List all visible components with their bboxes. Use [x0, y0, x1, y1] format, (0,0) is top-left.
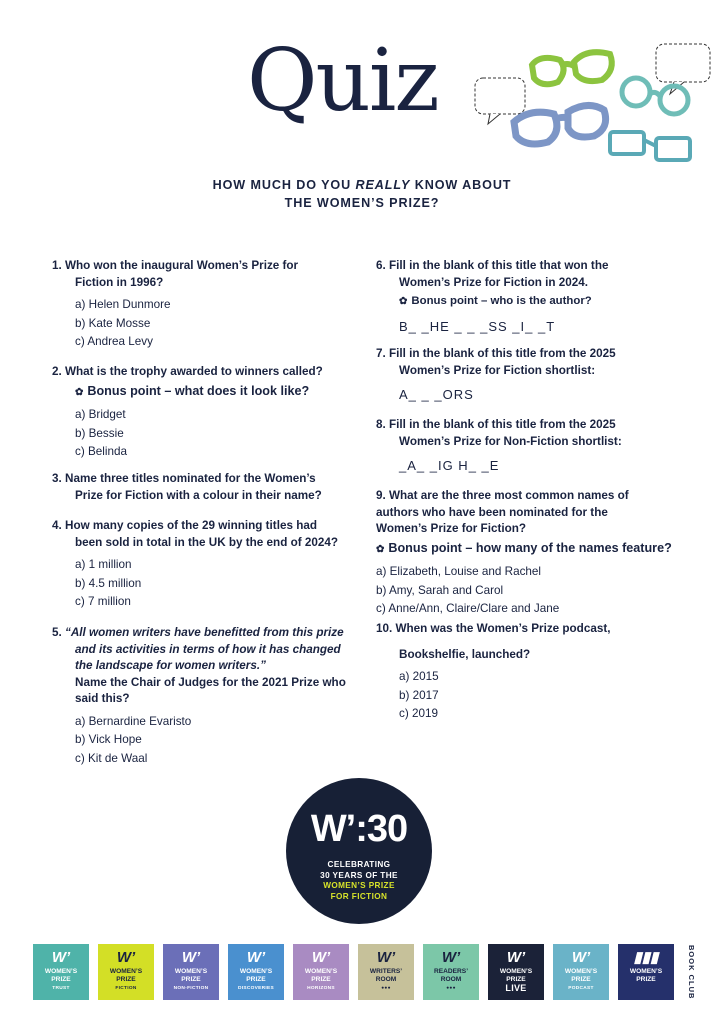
flower-icon: ✿: [376, 543, 385, 555]
badge-line: 30 YEARS OF THE: [320, 870, 398, 880]
option-c: c) 2019: [399, 707, 438, 721]
option-c: c) Anne/Ann, Claire/Clare and Jane: [376, 602, 560, 616]
logo-tile-book-club[interactable]: ▮▮▮ WOMEN’S PRIZE: [618, 944, 674, 1000]
green-glasses-icon: [532, 52, 612, 84]
w-logo-icon: W’: [506, 949, 526, 966]
page-subtitle: HOW MUCH DO YOU REALLY KNOW ABOUT THE WOMEN’S PRIZE?: [212, 178, 512, 210]
question-1: 1. Who won the inaugural Women’s Prize for Fiction in 1996? a) Helen Dunmore b) Kate Mosse c) Andrea Levy: [52, 258, 352, 352]
question-7: 7. Fill in the blank of this title from the 2025 Women’s Prize for Fiction shortlist: A_ _ _ORS: [376, 346, 686, 404]
glasses-illustration: [470, 40, 716, 170]
w-logo-icon: W’: [116, 949, 136, 966]
logo-tile-readers-room[interactable]: W’ READERS’ ROOM ●●●: [423, 944, 479, 1000]
w-logo-icon: W’: [246, 949, 266, 966]
logo-tile-horizons[interactable]: W’ WOMEN’S PRIZE HORIZONS: [293, 944, 349, 1000]
logo-tile-podcast[interactable]: W’ WOMEN’S PRIZE PODCAST: [553, 944, 609, 1000]
badge-line: WOMEN’S PRIZE: [323, 881, 395, 890]
w-logo-icon: W’: [441, 949, 461, 966]
option-c: c) Andrea Levy: [75, 335, 153, 349]
logo-tile-trust[interactable]: W’ WOMEN’S PRIZE TRUST: [33, 944, 89, 1000]
option-a: a) Helen Dunmore: [75, 298, 171, 311]
option-c: c) Belinda: [75, 445, 127, 459]
logo-tile-discoveries[interactable]: W’ WOMEN’S PRIZE DISCOVERIES: [228, 944, 284, 1000]
flower-icon: ✿: [399, 296, 408, 307]
w-logo-icon: W’: [51, 949, 71, 966]
option-c: c) Kit de Waal: [75, 751, 148, 765]
w-logo-icon: W’: [181, 949, 201, 966]
option-a: a) Bridget: [75, 408, 126, 421]
blue-glasses-icon: [514, 105, 606, 144]
option-b: b) Kate Mosse: [75, 316, 151, 330]
question-6: 6. Fill in the blank of this title that won the Women’s Prize for Fiction in 2024. ✿ Bonus point – who is the author? B_ _HE _ _ _SS _I_ _T: [376, 258, 686, 335]
w-logo-icon: W’: [311, 949, 331, 966]
logo-tile-writers-room[interactable]: W’ WRITERS’ ROOM ●●●: [358, 944, 414, 1000]
w-logo-icon: W’: [571, 949, 591, 966]
w30-logo: W’:30: [310, 808, 408, 850]
question-3: 3. Name three titles nominated for the Women’s Prize for Fiction with a colour in their name?: [52, 472, 322, 502]
question-4: 4. How many copies of the 29 winning titles had been sold in total in the UK by the end of 2024? a) 1 million b) 4.5 million c) 7 million: [52, 518, 362, 612]
option-a: a) 1 million: [75, 558, 132, 571]
option-b: b) Vick Hope: [75, 733, 142, 747]
question-10: 10. When was the Women’s Prize podcast, Bookshelfie, launched? a) 2015 b) 2017 c) 2019: [376, 621, 686, 724]
option-b: b) Amy, Sarah and Carol: [376, 583, 504, 597]
question-8: 8. Fill in the blank of this title from the 2025 Women’s Prize for Non-Fiction shortlist: _A_ _IG H_ _E: [376, 417, 686, 475]
badge-line: FOR FICTION: [330, 891, 388, 901]
anniversary-badge: [286, 778, 432, 924]
title-blank: B_ _HE _ _ _SS _I_ _T: [399, 318, 556, 334]
aqua-glasses-icon: [610, 132, 690, 160]
w-logo-icon: W’: [376, 949, 396, 966]
title-blank: A_ _ _ORS: [399, 387, 474, 402]
option-b: b) Bessie: [75, 426, 124, 440]
question-5: 5. “All women writers have benefitted from this prize and its activities in terms of how it has changed the landscape for women writers.” Name the Chair of Judges for the 2021 Prize who said this? a) Bernardine Evaristo b) Vick Hope c) Kit de Waal: [52, 625, 362, 768]
flower-icon: ✿: [75, 386, 84, 398]
book-club-label: BOOK CLUB: [687, 944, 696, 1000]
option-a: a) Bernardine Evaristo: [75, 714, 192, 728]
logo-tile-non-fiction[interactable]: W’ WOMEN’S PRIZE NON-FICTION: [163, 944, 219, 1000]
option-a: a) Elizabeth, Louise and Rachel: [376, 565, 542, 578]
title-blank: _A_ _IG H_ _E: [399, 458, 500, 473]
question-9: 9. What are the three most common names of authors who have been nominated for the Women’s Prize for Fiction? ✿ Bonus point – how many of the names feature? a) Elizabeth, Louise and Rachel b) Amy, Sarah and Carol c) Anne/Ann, Claire/Clare and Jane: [376, 488, 696, 619]
option-b: b) 4.5 million: [75, 576, 142, 590]
option-c: c) 7 million: [75, 595, 131, 609]
question-2: 2. What is the trophy awarded to winners called? ✿ Bonus point – what does it look like? a) Bridget b) Bessie c) Belinda: [52, 364, 352, 462]
option-a: a) 2015: [399, 670, 439, 683]
page-title: Quiz: [247, 31, 438, 131]
logo-tile-fiction[interactable]: W’ WOMEN’S PRIZE FICTION: [98, 944, 154, 1000]
logo-tile-live[interactable]: W’ WOMEN’S PRIZE LIVE: [488, 944, 544, 1000]
option-b: b) 2017: [399, 688, 439, 702]
badge-line: CELEBRATING: [327, 860, 391, 869]
books-icon: ▮▮▮: [633, 949, 659, 966]
